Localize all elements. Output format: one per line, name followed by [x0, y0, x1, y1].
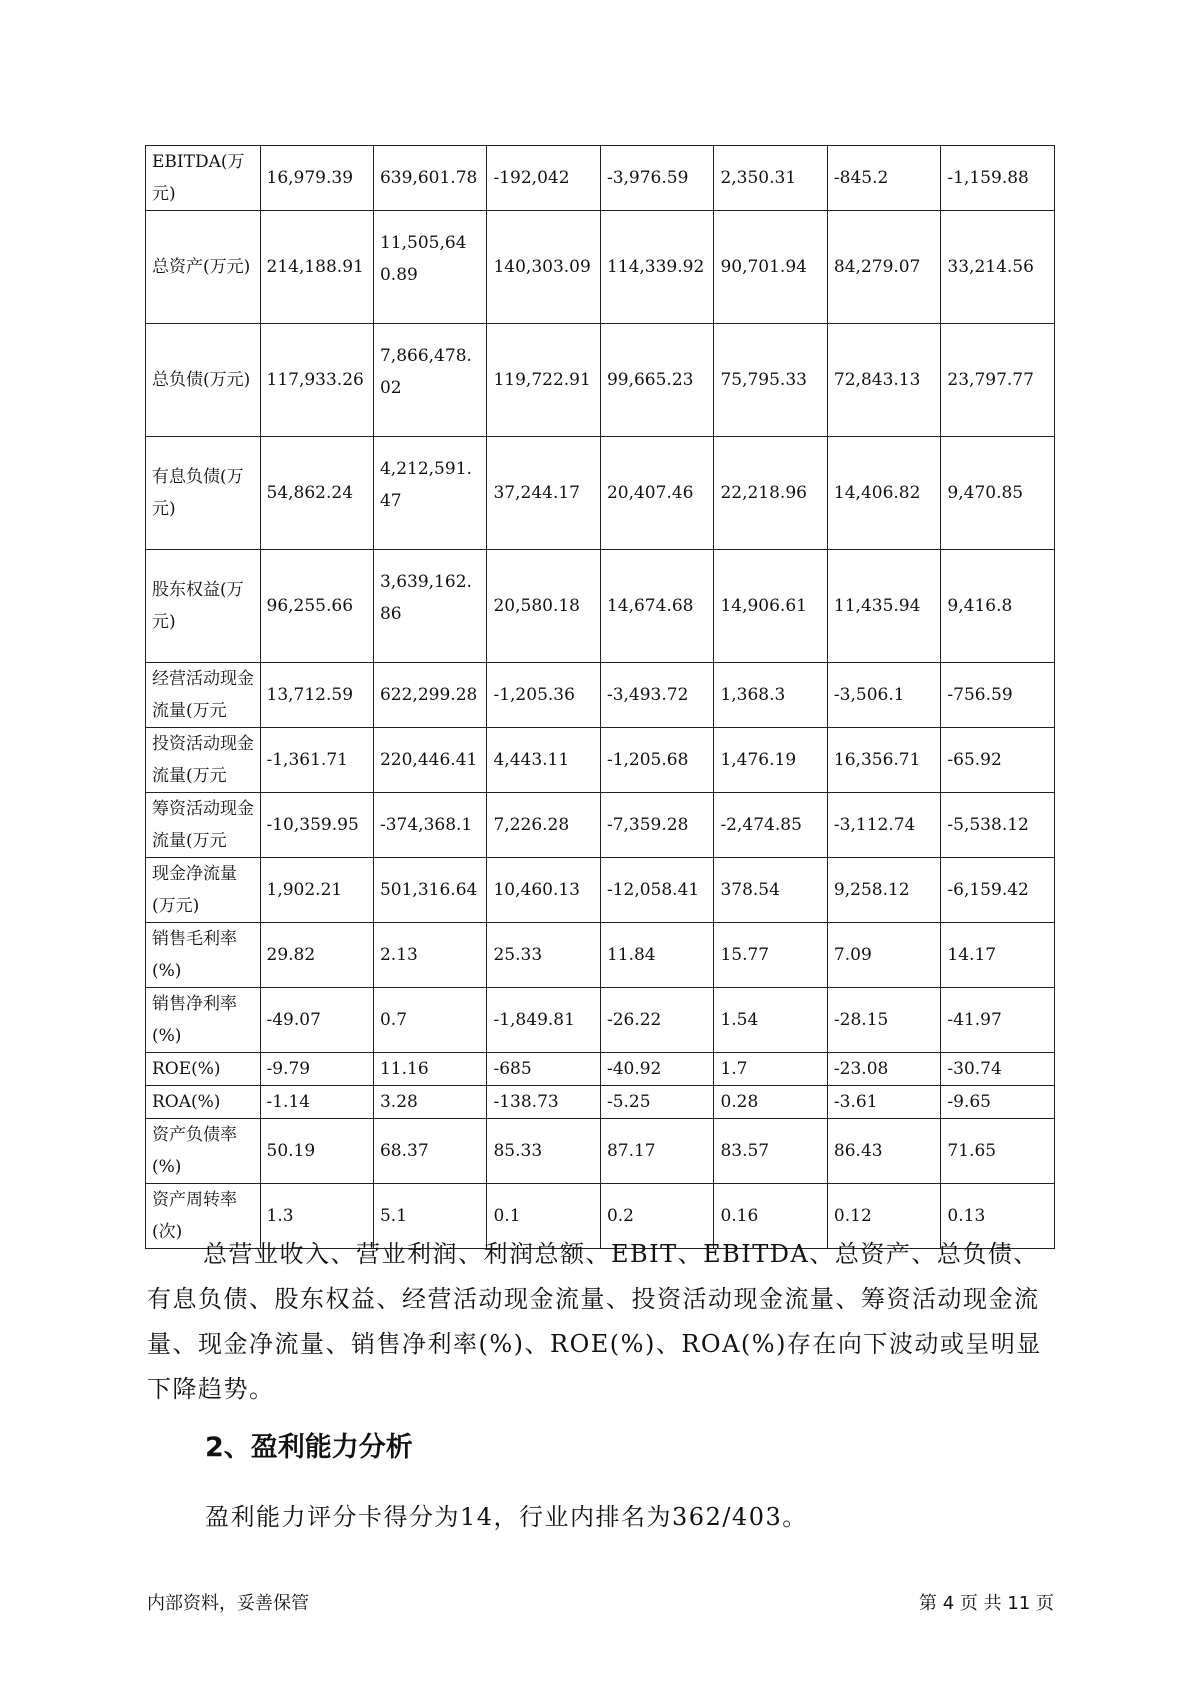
- value-cell: -3,112.74: [827, 793, 940, 858]
- row-label-cell: 资产负债率(%): [146, 1119, 261, 1184]
- value-cell: 14,406.82: [827, 437, 940, 550]
- value-cell: 75,795.33: [714, 324, 827, 437]
- value-cell: 0.16: [714, 1184, 827, 1249]
- table-row: [146, 988, 1055, 1053]
- row-label-cell: 总负债(万元): [146, 324, 261, 437]
- value-cell: 23,797.77: [941, 324, 1055, 437]
- value-cell: 2,350.31: [714, 146, 827, 211]
- value-cell: 90,701.94: [714, 211, 827, 324]
- value-cell: -9.65: [941, 1086, 1055, 1119]
- value-cell: 1.3: [260, 1184, 373, 1249]
- value-cell: 99,665.23: [600, 324, 713, 437]
- value-cell: 3,639,162.86: [373, 550, 486, 663]
- value-cell: -1,159.88: [941, 146, 1055, 211]
- value-cell: -28.15: [827, 988, 940, 1053]
- row-label-cell: 总资产(万元): [146, 211, 261, 324]
- value-cell: -5,538.12: [941, 793, 1055, 858]
- value-cell: -1,205.68: [600, 728, 713, 793]
- trend-summary-paragraph: 总营业收入、营业利润、利润总额、EBIT、EBITDA、总资产、总负债、有息负债、股东权益、经营活动现金流量、投资活动现金流量、筹资活动现金流量、现金净流量、销售净利率(%)、ROE(%)、ROA(%)存在向下波动或呈明显下降趋势。: [147, 1240, 1042, 1403]
- value-cell: 1.7: [714, 1053, 827, 1086]
- value-cell: 22,218.96: [714, 437, 827, 550]
- value-cell: -374,368.1: [373, 793, 486, 858]
- value-cell: 11,505,640.89: [373, 211, 486, 324]
- value-cell: 14.17: [941, 923, 1055, 988]
- row-label-cell: 销售净利率(%): [146, 988, 261, 1053]
- value-cell: -40.92: [600, 1053, 713, 1086]
- value-cell: 20,407.46: [600, 437, 713, 550]
- value-cell: -10,359.95: [260, 793, 373, 858]
- value-cell: 4,443.11: [487, 728, 600, 793]
- value-cell: 83.57: [714, 1119, 827, 1184]
- row-label-cell: 股东权益(万元): [146, 550, 261, 663]
- value-cell: 15.77: [714, 923, 827, 988]
- value-cell: -12,058.41: [600, 858, 713, 923]
- row-label-cell: ROA(%): [146, 1086, 261, 1119]
- value-cell: 7,226.28: [487, 793, 600, 858]
- value-cell: 16,979.39: [260, 146, 373, 211]
- value-cell: 87.17: [600, 1119, 713, 1184]
- value-cell: 0.2: [600, 1184, 713, 1249]
- table-row: [146, 146, 1055, 211]
- value-cell: 14,674.68: [600, 550, 713, 663]
- value-cell: 71.65: [941, 1119, 1055, 1184]
- value-cell: 639,601.78: [373, 146, 486, 211]
- value-cell: 29.82: [260, 923, 373, 988]
- value-cell: -1,849.81: [487, 988, 600, 1053]
- value-cell: 9,258.12: [827, 858, 940, 923]
- value-cell: 0.1: [487, 1184, 600, 1249]
- value-cell: 140,303.09: [487, 211, 600, 324]
- value-cell: -138.73: [487, 1086, 600, 1119]
- value-cell: 378.54: [714, 858, 827, 923]
- table-row: [146, 1119, 1055, 1184]
- value-cell: 85.33: [487, 1119, 600, 1184]
- value-cell: -30.74: [941, 1053, 1055, 1086]
- value-cell: 84,279.07: [827, 211, 940, 324]
- value-cell: -7,359.28: [600, 793, 713, 858]
- value-cell: 50.19: [260, 1119, 373, 1184]
- value-cell: 4,212,591.47: [373, 437, 486, 550]
- value-cell: -3,493.72: [600, 663, 713, 728]
- value-cell: 1.54: [714, 988, 827, 1053]
- value-cell: 54,862.24: [260, 437, 373, 550]
- value-cell: -23.08: [827, 1053, 940, 1086]
- value-cell: 214,188.91: [260, 211, 373, 324]
- table-row: [146, 663, 1055, 728]
- value-cell: 5.1: [373, 1184, 486, 1249]
- value-cell: 72,843.13: [827, 324, 940, 437]
- value-cell: 9,416.8: [941, 550, 1055, 663]
- value-cell: 0.7: [373, 988, 486, 1053]
- value-cell: 1,368.3: [714, 663, 827, 728]
- value-cell: 114,339.92: [600, 211, 713, 324]
- value-cell: -685: [487, 1053, 600, 1086]
- value-cell: 68.37: [373, 1119, 486, 1184]
- value-cell: 3.28: [373, 1086, 486, 1119]
- value-cell: 117,933.26: [260, 324, 373, 437]
- value-cell: 11.84: [600, 923, 713, 988]
- value-cell: -26.22: [600, 988, 713, 1053]
- value-cell: 0.12: [827, 1184, 940, 1249]
- value-cell: 20,580.18: [487, 550, 600, 663]
- value-cell: -5.25: [600, 1086, 713, 1119]
- value-cell: 16,356.71: [827, 728, 940, 793]
- value-cell: -3,976.59: [600, 146, 713, 211]
- profitability-score-text: 盈利能力评分卡得分为14，行业内排名为362/403。: [205, 1503, 808, 1531]
- section-heading: 2、盈利能力分析: [205, 1432, 413, 1463]
- table-row: [146, 211, 1055, 324]
- footer-confidential-note: 内部资料，妥善保管: [147, 1593, 309, 1614]
- value-cell: -845.2: [827, 146, 940, 211]
- value-cell: 7,866,478.02: [373, 324, 486, 437]
- row-label-cell: 投资活动现金流量(万元: [146, 728, 261, 793]
- row-label-cell: 销售毛利率(%): [146, 923, 261, 988]
- value-cell: 11,435.94: [827, 550, 940, 663]
- value-cell: -3.61: [827, 1086, 940, 1119]
- value-cell: 33,214.56: [941, 211, 1055, 324]
- value-cell: 0.13: [941, 1184, 1055, 1249]
- value-cell: 14,906.61: [714, 550, 827, 663]
- row-label-cell: EBITDA(万元): [146, 146, 261, 211]
- row-label-cell: 有息负债(万元): [146, 437, 261, 550]
- value-cell: -65.92: [941, 728, 1055, 793]
- row-label-cell: 现金净流量(万元): [146, 858, 261, 923]
- table-row: [146, 1053, 1055, 1086]
- value-cell: -41.97: [941, 988, 1055, 1053]
- value-cell: 25.33: [487, 923, 600, 988]
- table-row: [146, 1086, 1055, 1119]
- table-row: [146, 728, 1055, 793]
- value-cell: 7.09: [827, 923, 940, 988]
- value-cell: -3,506.1: [827, 663, 940, 728]
- value-cell: 11.16: [373, 1053, 486, 1086]
- value-cell: -9.79: [260, 1053, 373, 1086]
- footer-page-number: 第 4 页 共 11 页: [919, 1593, 1054, 1614]
- table-row: [146, 550, 1055, 663]
- value-cell: -1.14: [260, 1086, 373, 1119]
- value-cell: 119,722.91: [487, 324, 600, 437]
- table-row: [146, 324, 1055, 437]
- table-row: [146, 793, 1055, 858]
- value-cell: -1,361.71: [260, 728, 373, 793]
- table-row: [146, 437, 1055, 550]
- value-cell: 13,712.59: [260, 663, 373, 728]
- value-cell: 501,316.64: [373, 858, 486, 923]
- value-cell: 37,244.17: [487, 437, 600, 550]
- value-cell: 1,476.19: [714, 728, 827, 793]
- value-cell: -1,205.36: [487, 663, 600, 728]
- row-label-cell: ROE(%): [146, 1053, 261, 1086]
- value-cell: -756.59: [941, 663, 1055, 728]
- financial-indicator-table: [145, 145, 1055, 1249]
- value-cell: 0.28: [714, 1086, 827, 1119]
- value-cell: 1,902.21: [260, 858, 373, 923]
- value-cell: -6,159.42: [941, 858, 1055, 923]
- value-cell: 9,470.85: [941, 437, 1055, 550]
- value-cell: -192,042: [487, 146, 600, 211]
- row-label-cell: 资产周转率(次): [146, 1184, 261, 1249]
- table-row: [146, 858, 1055, 923]
- value-cell: -2,474.85: [714, 793, 827, 858]
- value-cell: 10,460.13: [487, 858, 600, 923]
- row-label-cell: 经营活动现金流量(万元: [146, 663, 261, 728]
- value-cell: 220,446.41: [373, 728, 486, 793]
- row-label-cell: 筹资活动现金流量(万元: [146, 793, 261, 858]
- value-cell: 96,255.66: [260, 550, 373, 663]
- table-row: [146, 923, 1055, 988]
- value-cell: 86.43: [827, 1119, 940, 1184]
- value-cell: -49.07: [260, 988, 373, 1053]
- value-cell: 2.13: [373, 923, 486, 988]
- table-body: [146, 146, 1055, 1249]
- value-cell: 622,299.28: [373, 663, 486, 728]
